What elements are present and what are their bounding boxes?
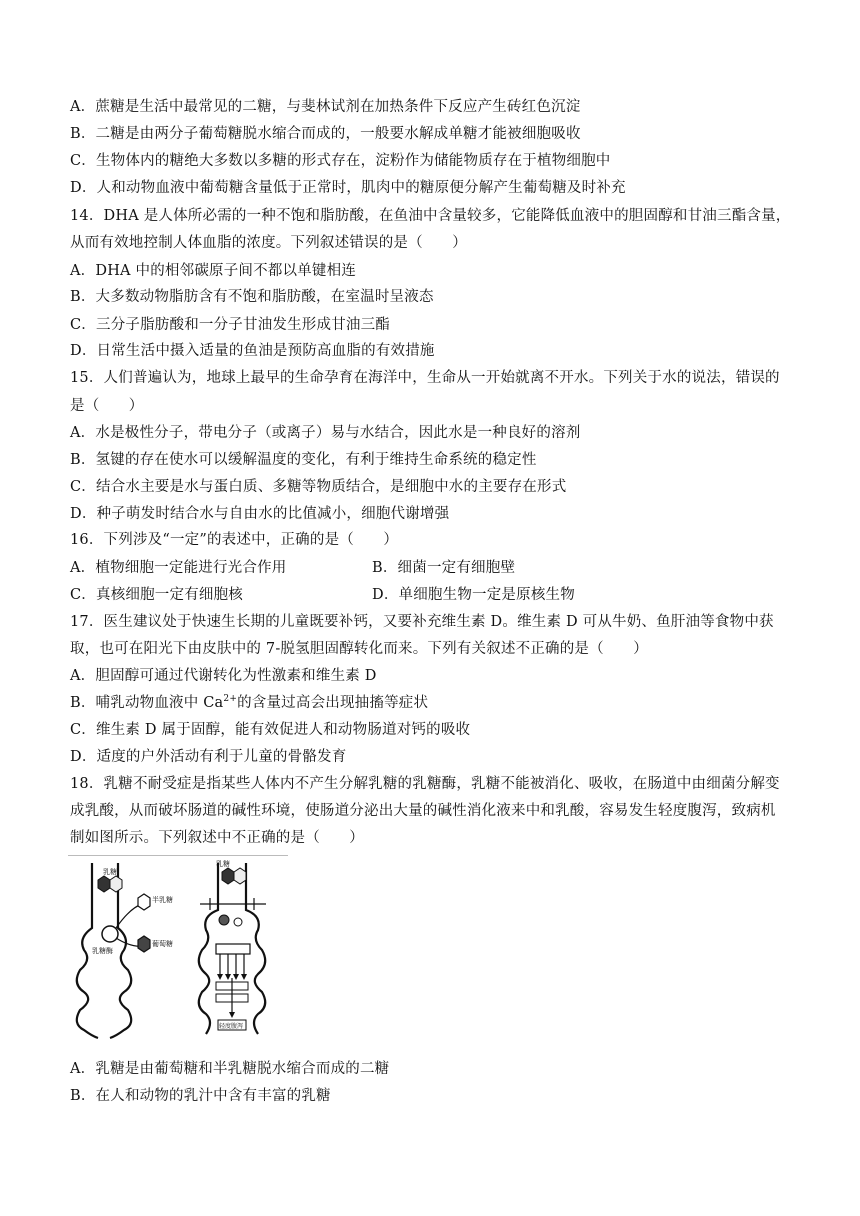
label-lactase: 乳糖酶 <box>92 947 113 955</box>
q14-option-b: B．大多数动物脂肪含有不饱和脂肪酸，在室温时呈液态 <box>70 289 434 305</box>
label-lactose-left: 乳糖 <box>103 868 117 876</box>
q16-options-row2 <box>70 585 795 605</box>
q13-option-a: A．蔗糖是生活中最常见的二糖，与斐林试剂在加热条件下反应产生砖红色沉淀 <box>70 99 581 115</box>
q17-option-b-post: 的含量过高会出现抽搐等症状 <box>237 695 429 711</box>
q16-stem: 16．下列涉及“一定”的表述中，正确的是（ ） <box>70 532 399 548</box>
q15-option-c: C．结合水主要是水与蛋白质、多糖等物质结合，是细胞中水的主要存在形式 <box>70 479 567 495</box>
q17-stem-line2: 取，也可在阳光下由皮肤中的 7-脱氢胆固醇转化而来。下列有关叙述不正确的是（ ） <box>70 641 648 657</box>
right-molecules <box>200 868 266 1030</box>
q13-option-c: C．生物体内的糖绝大多数以多糖的形式存在，淀粉作为储能物质存在于植物细胞中 <box>70 153 611 169</box>
lactose-intolerance-diagram <box>70 858 285 1046</box>
q18-stem-line3: 制如图所示。下列叙述中不正确的是（ ） <box>70 830 364 846</box>
label-mild-diarrhea: 轻度腹泻 <box>219 1023 244 1030</box>
q16-option-b: B．细菌一定有细胞壁 <box>372 560 516 576</box>
q18-stem-line1: 18．乳糖不耐受症是指某些人体内不产生分解乳糖的乳糖酶，乳糖不能被消化、吸收，在肠道中由细菌分解变 <box>70 776 780 792</box>
label-galactose: 半乳糖 <box>152 896 173 904</box>
q17-stem-line1: 17．医生建议处于快速生长期的儿童既要补钙，又要补充维生素 D。维生素 D 可从牛奶、鱼肝油等食物中获 <box>70 614 774 630</box>
left-molecules <box>98 876 150 952</box>
q16-option-a: A．植物细胞一定能进行光合作用 <box>70 560 287 576</box>
q14-option-c: C．三分子脂肪酸和一分子甘油发生形成甘油三酯 <box>70 317 390 333</box>
q14-option-d: D．日常生活中摄入适量的鱼油是预防高血脂的有效措施 <box>70 343 435 359</box>
q14-option-a: A．DHA 中的相邻碳原子间不都以单键相连 <box>70 263 357 279</box>
q14-stem-line1: 14．DHA 是人体所必需的一种不饱和脂肪酸，在鱼油中含量较多，它能降低血液中的胆固醇和甘油三酯含量， <box>70 208 791 224</box>
label-lactose-right: 乳糖 <box>216 860 230 868</box>
q17-option-c: C．维生素 D 属于固醇，能有效促进人和动物肠道对钙的吸收 <box>70 722 471 738</box>
q16-options-row1 <box>70 558 795 578</box>
q17-option-a: A．胆固醇可通过代谢转化为性激素和维生素 D <box>70 668 377 684</box>
q17-option-d: D．适度的户外活动有利于儿童的骨骼发育 <box>70 749 347 765</box>
q18-stem-line2: 成乳酸，从而破坏肠道的碱性环境，使肠道分泌出大量的碱性消化液来中和乳酸，容易发生轻度腹泻，致病机 <box>70 803 776 819</box>
lactase-enzyme-icon <box>102 926 118 942</box>
q15-option-a: A．水是极性分子，带电分子（或离子）易与水结合，因此水是一种良好的溶剂 <box>70 425 581 441</box>
q16-option-c: C．真核细胞一定有细胞核 <box>70 587 243 603</box>
calcium-charge: 2+ <box>223 694 238 704</box>
figure-divider <box>68 855 288 856</box>
q16-option-d: D．单细胞生物一定是原核生物 <box>372 587 575 603</box>
q15-stem-line2: 是（ ） <box>70 398 144 414</box>
q13-option-b: B．二糖是由两分子葡萄糖脱水缩合而成的，一般要水解成单糖才能被细胞吸收 <box>70 126 581 142</box>
q17-option-b <box>70 693 795 713</box>
q13-option-d: D．人和动物血液中葡萄糖含量低于正常时，肌肉中的糖原便分解产生葡萄糖及时补充 <box>70 180 626 196</box>
q18-option-b: B．在人和动物的乳汁中含有丰富的乳糖 <box>70 1088 331 1104</box>
label-glucose: 葡萄糖 <box>152 940 173 948</box>
q17-option-b-pre: B．哺乳动物血液中 Ca <box>70 695 224 711</box>
q15-stem-line1: 15．人们普遍认为，地球上最早的生命孕育在海洋中，生命从一开始就离不开水。下列关于水的说法，错误的 <box>70 370 780 386</box>
q18-option-a: A．乳糖是由葡萄糖和半乳糖脱水缩合而成的二糖 <box>70 1061 390 1077</box>
q15-option-d: D．种子萌发时结合水与自由水的比值减小，细胞代谢增强 <box>70 506 450 522</box>
q15-option-b: B．氢键的存在使水可以缓解温度的变化，有利于维持生命系统的稳定性 <box>70 452 537 468</box>
q14-stem-line2: 从而有效地控制人体血脂的浓度。下列叙述错误的是（ ） <box>70 235 467 251</box>
